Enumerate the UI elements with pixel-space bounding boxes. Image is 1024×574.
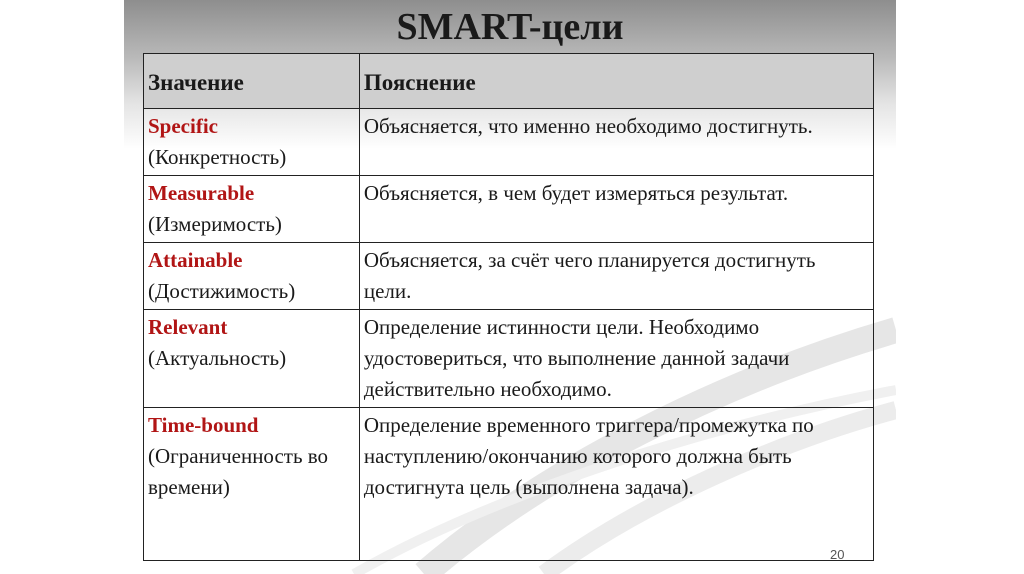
table-header-row [144,54,874,109]
term-label: Time-bound [148,413,259,437]
term-label: Relevant [148,315,228,339]
term-translation: (Достижимость) [148,279,296,303]
smart-goals-table [143,53,874,561]
table-row [144,243,874,310]
explanation-cell: Определение истинности цели. Необходимо удостовериться, что выполнение данной задачи действительно необходимо. [359,310,873,408]
table-row [144,310,874,408]
explanation-cell: Объясняется, что именно необходимо достигнуть. [359,109,873,176]
explanation-cell: Объясняется, за счёт чего планируется достигнуть цели. [359,243,873,310]
meaning-cell [144,310,360,408]
column-header-explanation: Пояснение [359,54,873,109]
meaning-cell [144,176,360,243]
column-header-meaning: Значение [144,54,360,109]
slide [124,0,896,574]
term-translation: (Актуальность) [148,346,287,370]
explanation-cell: Объясняется, в чем будет измеряться результат. [359,176,873,243]
term-translation: (Конкретность) [148,145,287,169]
explanation-cell: Определение временного триггера/промежутка по наступлению/окончанию которого должна быть достигнута цель (выполнена задача). [359,408,873,561]
meaning-cell [144,408,360,561]
term-label: Specific [148,114,218,138]
term-label: Attainable [148,248,243,272]
term-translation: (Ограниченность во времени) [148,444,329,499]
table-row [144,109,874,176]
page-number: 20 [830,547,845,562]
slide-title: SMART-цели [396,6,624,48]
table-row [144,176,874,243]
term-translation: (Измеримость) [148,212,282,236]
term-label: Measurable [148,181,255,205]
meaning-cell [144,243,360,310]
table-row [144,408,874,561]
meaning-cell [144,109,360,176]
